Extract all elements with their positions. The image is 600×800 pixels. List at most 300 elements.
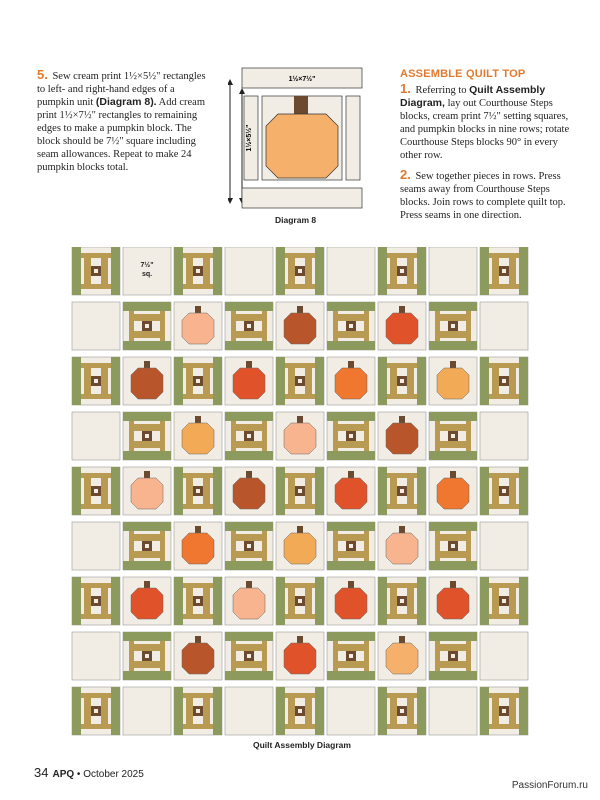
center-dot — [451, 544, 455, 548]
outer-strip — [417, 687, 426, 735]
outer-strip — [480, 577, 489, 625]
middle-strip — [440, 314, 466, 321]
quilt-block — [327, 412, 375, 460]
middle-strip — [338, 551, 364, 558]
middle-strip — [285, 614, 315, 619]
center-dot — [451, 324, 455, 328]
outer-strip — [72, 687, 81, 735]
outer-strip — [429, 302, 477, 311]
middle-strip — [435, 641, 440, 671]
middle-strip — [338, 441, 364, 448]
middle-strip — [364, 421, 369, 451]
middle-strip — [134, 661, 160, 668]
pumpkin-shape — [386, 643, 418, 674]
outer-strip — [225, 341, 273, 350]
quilt-block — [225, 412, 273, 460]
pumpkin-shape — [335, 368, 367, 399]
outer-strip — [111, 687, 120, 735]
middle-strip — [129, 531, 134, 561]
stem — [294, 96, 308, 114]
outer-strip — [378, 247, 387, 295]
middle-strip — [160, 421, 165, 451]
middle-strip — [440, 661, 466, 668]
middle-strip — [440, 331, 466, 338]
outer-strip — [378, 577, 387, 625]
middle-strip — [101, 478, 108, 504]
step-5-text — [37, 68, 212, 174]
setting-square — [123, 687, 171, 735]
step-5-body-a: Sew cream print 1½×5½" rectangles to left- and right-hand edges of a pumpkin unit — [37, 71, 206, 108]
middle-strip — [338, 644, 364, 651]
pumpkin-shape — [182, 533, 214, 564]
middle-strip — [186, 368, 193, 394]
outer-strip — [315, 577, 324, 625]
middle-strip — [440, 441, 466, 448]
center-dot — [298, 269, 302, 273]
outer-strip — [72, 577, 81, 625]
center-dot — [502, 379, 506, 383]
quilt-block — [378, 412, 426, 460]
quilt-block — [225, 577, 273, 625]
middle-strip — [338, 661, 364, 668]
quilt-block — [327, 687, 375, 735]
setting-square — [480, 412, 528, 460]
outer-strip — [327, 671, 375, 680]
watermark: PassionForum.ru — [511, 780, 588, 791]
middle-strip — [387, 504, 417, 509]
quilt-assembly-diagram — [70, 247, 530, 737]
middle-strip — [236, 644, 262, 651]
middle-strip — [129, 641, 134, 671]
middle-strip — [489, 583, 519, 588]
middle-strip — [186, 698, 193, 724]
outer-strip — [429, 522, 477, 531]
middle-strip — [81, 284, 111, 289]
middle-strip — [440, 424, 466, 431]
middle-strip — [387, 614, 417, 619]
middle-strip — [81, 693, 111, 698]
center-dot — [94, 599, 98, 603]
arrow-down-icon — [228, 198, 233, 204]
step-1-body-a: Referring to — [412, 85, 470, 96]
middle-strip — [129, 421, 134, 451]
page-footer — [34, 765, 144, 780]
middle-strip — [84, 368, 91, 394]
center-dot — [94, 709, 98, 713]
step-5-body-b: Add cream print 1½×7½" rectangles to remaining edges to make a pumpkin block. The block should be 7½" square including seam allowances. Repeat to make 24 pumpkin blocks total. — [37, 97, 206, 173]
quilt-block — [327, 632, 375, 680]
middle-strip — [285, 583, 315, 588]
outer-strip — [327, 341, 375, 350]
middle-strip — [492, 698, 499, 724]
quilt-block — [72, 467, 120, 515]
quilt-row — [72, 247, 530, 295]
middle-strip — [466, 311, 471, 341]
outer-strip — [123, 632, 171, 641]
outer-strip — [519, 577, 528, 625]
middle-strip — [285, 473, 315, 478]
middle-strip — [390, 258, 397, 284]
quilt-block — [276, 687, 324, 735]
outer-strip — [315, 687, 324, 735]
page-number: 34 — [34, 765, 49, 780]
middle-strip — [81, 253, 111, 258]
quilt-block — [123, 577, 171, 625]
pumpkin-shape — [233, 478, 265, 509]
quilt-block — [225, 687, 273, 735]
outer-strip — [174, 687, 183, 735]
outer-strip — [213, 467, 222, 515]
middle-strip — [387, 394, 417, 399]
middle-strip — [285, 504, 315, 509]
quilt-block — [276, 412, 324, 460]
quilt-block — [378, 522, 426, 570]
pumpkin-shape — [284, 643, 316, 674]
outer-strip — [519, 467, 528, 515]
outer-strip — [225, 671, 273, 680]
center-dot — [145, 544, 149, 548]
setting-square — [480, 522, 528, 570]
outer-strip — [417, 467, 426, 515]
quilt-block — [480, 412, 528, 460]
middle-strip — [305, 698, 312, 724]
middle-strip — [390, 698, 397, 724]
middle-strip — [492, 588, 499, 614]
middle-strip — [183, 363, 213, 368]
middle-strip — [338, 331, 364, 338]
quilt-block — [327, 357, 375, 405]
setting-square — [72, 412, 120, 460]
quilt-block — [276, 467, 324, 515]
center-dot — [451, 654, 455, 658]
quilt-block — [480, 247, 528, 295]
outer-strip — [123, 451, 171, 460]
quilt-block — [378, 687, 426, 735]
middle-strip — [160, 531, 165, 561]
center-dot — [400, 379, 404, 383]
middle-strip — [236, 534, 262, 541]
quilt-block — [174, 467, 222, 515]
outer-strip — [111, 247, 120, 295]
middle-strip — [231, 641, 236, 671]
center-dot — [400, 599, 404, 603]
middle-strip — [492, 258, 499, 284]
outer-strip — [480, 467, 489, 515]
middle-strip — [489, 614, 519, 619]
middle-strip — [186, 478, 193, 504]
quilt-block — [123, 687, 171, 735]
pumpkin-shape — [335, 588, 367, 619]
setting-square — [72, 522, 120, 570]
outer-strip — [327, 632, 375, 641]
outer-strip — [519, 357, 528, 405]
middle-strip — [231, 421, 236, 451]
quilt-block — [378, 632, 426, 680]
quilt-block — [480, 687, 528, 735]
middle-strip — [509, 368, 516, 394]
middle-strip — [364, 311, 369, 341]
quilt-block — [225, 522, 273, 570]
quilt-row — [72, 577, 530, 625]
middle-strip — [186, 258, 193, 284]
middle-strip — [183, 284, 213, 289]
middle-strip — [333, 421, 338, 451]
pumpkin-shape — [386, 423, 418, 454]
quilt-block — [480, 467, 528, 515]
setting-square — [72, 632, 120, 680]
quilt-block — [378, 467, 426, 515]
middle-strip — [84, 258, 91, 284]
middle-strip — [101, 258, 108, 284]
pumpkin-shape — [131, 588, 163, 619]
quilt-block — [174, 412, 222, 460]
middle-strip — [134, 314, 160, 321]
middle-strip — [288, 588, 295, 614]
outer-strip — [276, 577, 285, 625]
outer-strip — [111, 577, 120, 625]
quilt-block — [276, 357, 324, 405]
outer-strip — [429, 561, 477, 570]
middle-strip — [489, 724, 519, 729]
quilt-block — [429, 687, 477, 735]
middle-strip — [183, 473, 213, 478]
step-number: 2. — [400, 167, 411, 182]
middle-strip — [183, 614, 213, 619]
middle-strip — [203, 698, 210, 724]
middle-strip — [489, 394, 519, 399]
middle-strip — [81, 583, 111, 588]
quilt-block — [327, 467, 375, 515]
arrow-up-icon — [239, 88, 245, 94]
pumpkin-shape — [386, 533, 418, 564]
outer-strip — [480, 247, 489, 295]
outer-strip — [378, 357, 387, 405]
center-dot — [247, 654, 251, 658]
quilt-block — [327, 522, 375, 570]
middle-strip — [262, 531, 267, 561]
pumpkin-shape — [284, 423, 316, 454]
center-dot — [196, 489, 200, 493]
outer-strip — [378, 467, 387, 515]
pumpkin-shape — [437, 588, 469, 619]
middle-strip — [81, 614, 111, 619]
quilt-block — [378, 577, 426, 625]
left-strip-label: 1½×5½" — [246, 124, 253, 152]
quilt-block — [480, 632, 528, 680]
middle-strip — [101, 368, 108, 394]
middle-strip — [338, 314, 364, 321]
outer-strip — [123, 561, 171, 570]
quilt-row — [72, 632, 530, 680]
quilt-block — [123, 302, 171, 350]
middle-strip — [236, 441, 262, 448]
quilt-block — [225, 247, 273, 295]
middle-strip — [492, 478, 499, 504]
middle-strip — [509, 698, 516, 724]
middle-strip — [134, 551, 160, 558]
middle-strip — [203, 258, 210, 284]
arrow-up-icon — [228, 79, 233, 85]
middle-strip — [285, 693, 315, 698]
middle-strip — [84, 588, 91, 614]
outer-strip — [72, 247, 81, 295]
center-dot — [145, 324, 149, 328]
setting-square — [225, 687, 273, 735]
quilt-block — [123, 522, 171, 570]
quilt-block — [174, 632, 222, 680]
middle-strip — [466, 531, 471, 561]
middle-strip — [390, 368, 397, 394]
quilt-assembly-caption: Quilt Assembly Diagram — [253, 740, 351, 750]
step-number: 1. — [400, 81, 411, 96]
outer-strip — [225, 451, 273, 460]
middle-strip — [466, 641, 471, 671]
middle-strip — [288, 698, 295, 724]
outer-strip — [429, 632, 477, 641]
outer-strip — [327, 522, 375, 531]
middle-strip — [509, 478, 516, 504]
middle-strip — [203, 588, 210, 614]
setting-square — [429, 687, 477, 735]
pumpkin-shape — [182, 643, 214, 674]
outer-strip — [327, 451, 375, 460]
middle-strip — [390, 478, 397, 504]
middle-strip — [407, 258, 414, 284]
middle-strip — [134, 534, 160, 541]
middle-strip — [183, 504, 213, 509]
outer-strip — [327, 412, 375, 421]
center-dot — [247, 434, 251, 438]
outer-strip — [429, 341, 477, 350]
quilt-block — [276, 577, 324, 625]
quilt-block — [378, 357, 426, 405]
center-dot — [349, 434, 353, 438]
pumpkin-shape — [437, 478, 469, 509]
setting-square — [480, 632, 528, 680]
quilt-block — [429, 577, 477, 625]
quilt-diagram-reference: Quilt Assembly Diagram, — [400, 84, 546, 109]
middle-strip — [387, 473, 417, 478]
center-dot — [349, 544, 353, 548]
right-strip — [346, 96, 360, 180]
center-dot — [196, 269, 200, 273]
outer-strip — [327, 561, 375, 570]
outer-strip — [429, 412, 477, 421]
middle-strip — [489, 284, 519, 289]
middle-strip — [285, 724, 315, 729]
setting-square — [327, 687, 375, 735]
setting-square — [480, 302, 528, 350]
middle-strip — [407, 588, 414, 614]
outer-strip — [123, 302, 171, 311]
middle-strip — [160, 641, 165, 671]
middle-strip — [262, 421, 267, 451]
center-dot — [247, 324, 251, 328]
middle-strip — [364, 531, 369, 561]
outer-strip — [174, 357, 183, 405]
pumpkin-shape — [182, 423, 214, 454]
outer-strip — [213, 357, 222, 405]
setting-square — [429, 247, 477, 295]
quilt-block — [378, 247, 426, 295]
middle-strip — [231, 531, 236, 561]
quilt-block — [429, 357, 477, 405]
quilt-block — [480, 302, 528, 350]
outer-strip — [123, 522, 171, 531]
pumpkin-shape — [182, 313, 214, 344]
middle-strip — [134, 424, 160, 431]
outer-strip — [72, 467, 81, 515]
outer-strip — [429, 451, 477, 460]
center-dot — [196, 599, 200, 603]
middle-strip — [387, 363, 417, 368]
center-dot — [400, 709, 404, 713]
outer-strip — [480, 357, 489, 405]
middle-strip — [84, 478, 91, 504]
quilt-block — [174, 687, 222, 735]
middle-strip — [440, 644, 466, 651]
middle-strip — [338, 424, 364, 431]
top-strip-label: 1½×7½" — [288, 76, 316, 83]
outer-strip — [174, 577, 183, 625]
pumpkin-shape — [233, 588, 265, 619]
assemble-step-2 — [400, 168, 570, 222]
quilt-block — [72, 247, 120, 295]
middle-strip — [81, 473, 111, 478]
outer-strip — [123, 341, 171, 350]
outer-strip — [225, 561, 273, 570]
middle-strip — [183, 253, 213, 258]
quilt-block — [72, 577, 120, 625]
quilt-block — [72, 522, 120, 570]
middle-strip — [305, 478, 312, 504]
outer-strip — [225, 522, 273, 531]
quilt-block — [276, 522, 324, 570]
center-dot — [94, 379, 98, 383]
outer-strip — [276, 247, 285, 295]
quilt-block — [276, 302, 324, 350]
outer-strip — [225, 302, 273, 311]
middle-strip — [489, 473, 519, 478]
outer-strip — [72, 357, 81, 405]
quilt-block — [429, 302, 477, 350]
outer-strip — [417, 247, 426, 295]
middle-strip — [134, 331, 160, 338]
quilt-block — [429, 247, 477, 295]
middle-strip — [509, 258, 516, 284]
middle-strip — [183, 394, 213, 399]
quilt-block — [327, 577, 375, 625]
middle-strip — [134, 441, 160, 448]
outer-strip — [225, 412, 273, 421]
middle-strip — [285, 394, 315, 399]
quilt-row — [72, 467, 530, 515]
quilt-block — [72, 632, 120, 680]
middle-strip — [236, 331, 262, 338]
outer-strip — [315, 467, 324, 515]
quilt-block — [174, 577, 222, 625]
center-dot — [502, 269, 506, 273]
outer-strip — [519, 247, 528, 295]
pumpkin-shape — [131, 368, 163, 399]
middle-strip — [81, 724, 111, 729]
setting-square-label: 7½" — [140, 262, 154, 269]
outer-strip — [225, 632, 273, 641]
center-dot — [298, 379, 302, 383]
middle-strip — [129, 311, 134, 341]
quilt-block — [225, 302, 273, 350]
middle-strip — [333, 311, 338, 341]
